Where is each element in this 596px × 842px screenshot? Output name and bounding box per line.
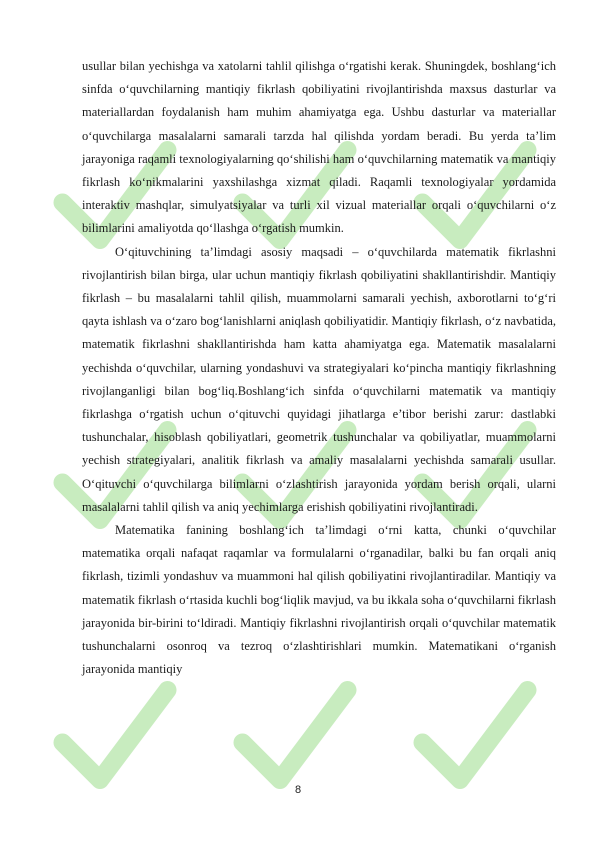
paragraph-continuation: usullar bilan yechishga va xatolarni tahlil qilishga o‘rgatishi kerak. Shuningdek, boshlang‘ich sinfda o‘quvchilarning mantiqiy fikrlash qobiliyatini rivojlantirishda maxsus dasturlar va materiallardan foydalanish ham muhim ahamiyatga ega. Ushbu dasturlar va materiallar o‘quvchilarga masalalarni samarali tarzda hal qilishda yordam beradi. Bu yerda ta’lim jarayoniga raqamli texnologiyalarning qo‘shilishi ham o‘quvchilarning matematik va mantiqiy fikrlash ko‘nikmalarini yaxshilashga xizmat qiladi. Raqamli texnologiyalar yordamida interaktiv mashqlar, simulyatsiyalar va turli xil vizual materiallar orqali o‘quvchilarni o‘z bilimlarini amaliyotda qo‘llashga o‘rgatish mumkin. xyxy=(82,59,556,236)
paragraph-teacher-goal: O‘qituvchining ta’limdagi asosiy maqsadi – o‘quvchilarda matematik fikrlashni rivojlantirish bilan birga, ular uchun mantiqiy fikrlash qobiliyatini shakllantirishdir. Mantiqiy fikrlash – bu masalalarni tahlil qilish, muammolarni samarali yechish, axborotlarni to‘g‘ri qayta ishlash va o‘zaro bog‘lanishlarni aniqlash qobiliyatidir. Mantiqiy fikrlash, o‘z navbatida, matematik fikrlashni shakllantirishda ham katta ahamiyatga ega. Matematik masalalarni yechishda o‘quvchilar, ularning yondashuvi va strategiyalari ko‘pincha mantiqiy fikrlashning rivojlanganligi bilan bog‘liq.Boshlang‘ich sinfda o‘quvchilarni matematik va mantiqiy fikrlashga o‘rgatish uchun o‘qituvchi quyidagi jihatlarga e’tibor berishi zarur: dastlabki tushunchalar, hisoblash qobiliyatlari, geometrik tushunchalar va qobiliyatlar, muammolarni yechish strategiyalari, analitik fikrlash va amaliy masalalarni yechishda samarali usullar. O‘qituvchi o‘quvchilarga bilimlarni o‘zlashtirish jarayonida yordam berish orqali, ularni masalalarni tahlil qilish va aniq yechimlarga erishish qobiliyatini rivojlantiradi. xyxy=(82,244,556,514)
document-body xyxy=(82,55,556,681)
page-number: 8 xyxy=(294,784,302,796)
paragraph-math-role: Matematika fanining boshlang‘ich ta’limdagi o‘rni katta, chunki o‘quvchilar matematika orqali nafaqat raqamlar va formulalarni o‘rganadilar, balki bu fan orqali aniq fikrlash, tizimli yondashuv va muammoni hal qilish qobiliyatini rivojlantiradilar. Mantiqiy va matematik fikrlash o‘rtasida kuchli bog‘liqlik mavjud, va bu ikkala soha o‘quvchilarni fikrlash jarayonida bir-birini to‘ldiradi. Mantiqiy fikrlashni rivojlantirish orqali o‘quvchilar matematik tushunchalarni osonroq va tezroq o‘zlashtirishlari mumkin. Matematikani o‘rganish jarayonida mantiqiy xyxy=(82,523,556,677)
